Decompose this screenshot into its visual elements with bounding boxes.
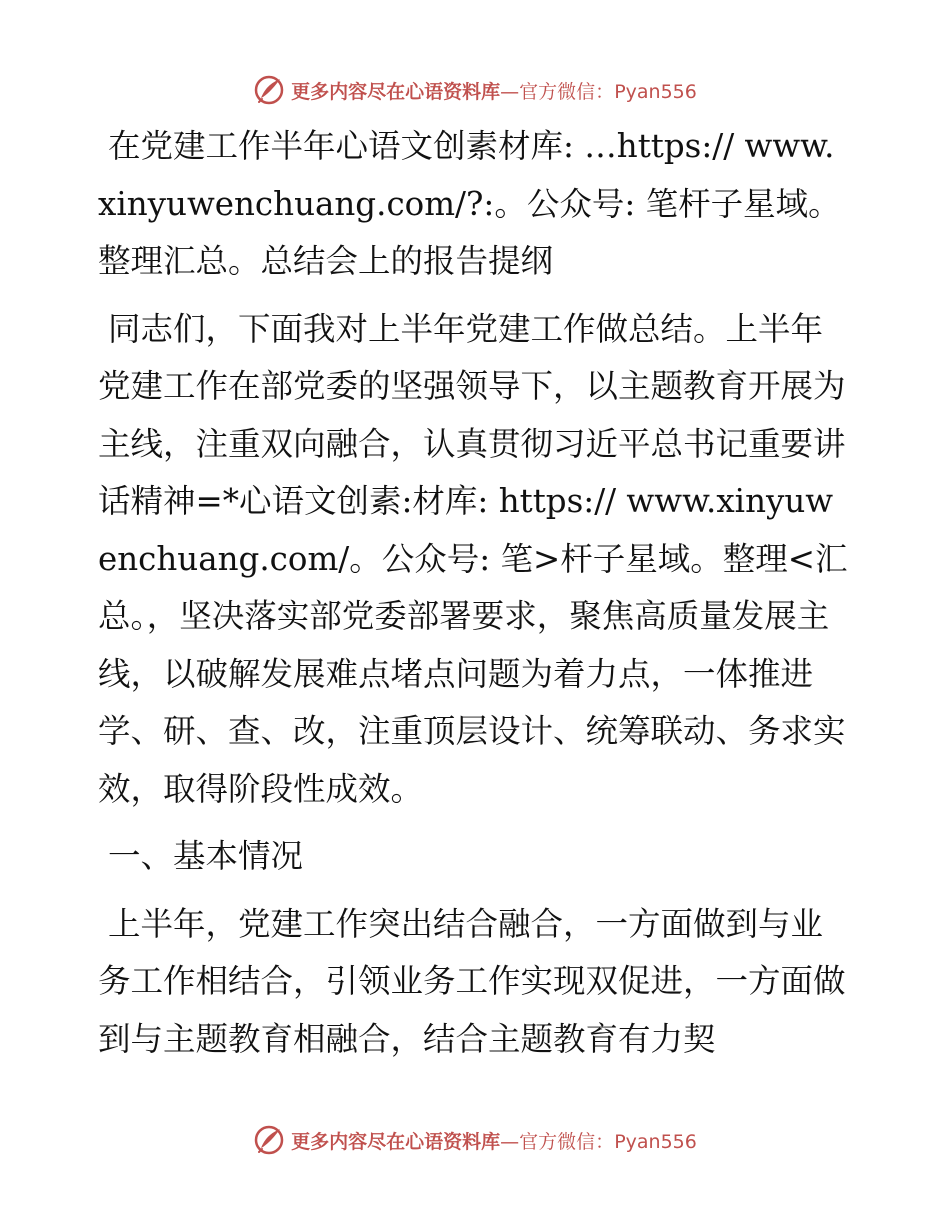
feather-pen-logo-icon xyxy=(253,74,285,106)
banner-wechat-id: Pyan556 xyxy=(614,1130,697,1153)
banner-official-label: 官方微信： xyxy=(519,80,615,103)
header-banner xyxy=(0,70,950,110)
paragraph-basic-situation xyxy=(98,896,850,1069)
banner-separator: — xyxy=(500,1130,520,1153)
footer-banner xyxy=(0,1120,950,1160)
banner-wechat-id: Pyan556 xyxy=(614,80,697,103)
banner-main-text: 更多内容尽在心语资料库 xyxy=(291,1130,501,1153)
banner-official-label: 官方微信： xyxy=(519,1130,615,1153)
paragraph-summary xyxy=(98,301,850,819)
section-heading: 一、基本情况 xyxy=(108,837,304,875)
paragraph-intro xyxy=(98,118,850,291)
banner-main-text: 更多内容尽在心语资料库 xyxy=(291,80,501,103)
document-body xyxy=(98,118,850,1078)
banner-separator: — xyxy=(500,80,520,103)
banner-text xyxy=(291,1127,697,1154)
paragraph-summary-text: 同志们，下面我对上半年党建工作做总结。上半年党建工作在部党委的坚强领导下，以主题教育开展为主线，注重双向融合，认真贯彻习近平总书记重要讲话精神=*心语文创素:材库: https:// www.xinyuwenchuang.com/。公众号: 笔>杆子星域。整理<汇总。，坚决落实部党委部署要求，聚焦高质量发展主线，以破解发展难点堵点问题为着力点，一体推进学、研、查、改，注重顶层设计、统筹联动、务求实效，取得阶段性成效。 xyxy=(98,309,848,808)
banner-text xyxy=(291,77,697,104)
feather-pen-logo-icon xyxy=(253,1124,285,1156)
paragraph-basic-situation-text: 上半年，党建工作突出结合融合，一方面做到与业务工作相结合，引领业务工作实现双促进，一方面做到与主题教育相融合，结合主题教育有力契 xyxy=(98,904,846,1058)
paragraph-intro-text: 在党建工作半年心语文创素材库: …https:// www.xinyuwenchuang.com/?:。公众号: 笔杆子星域。整理汇总。总结会上的报告提纲 xyxy=(98,127,841,280)
